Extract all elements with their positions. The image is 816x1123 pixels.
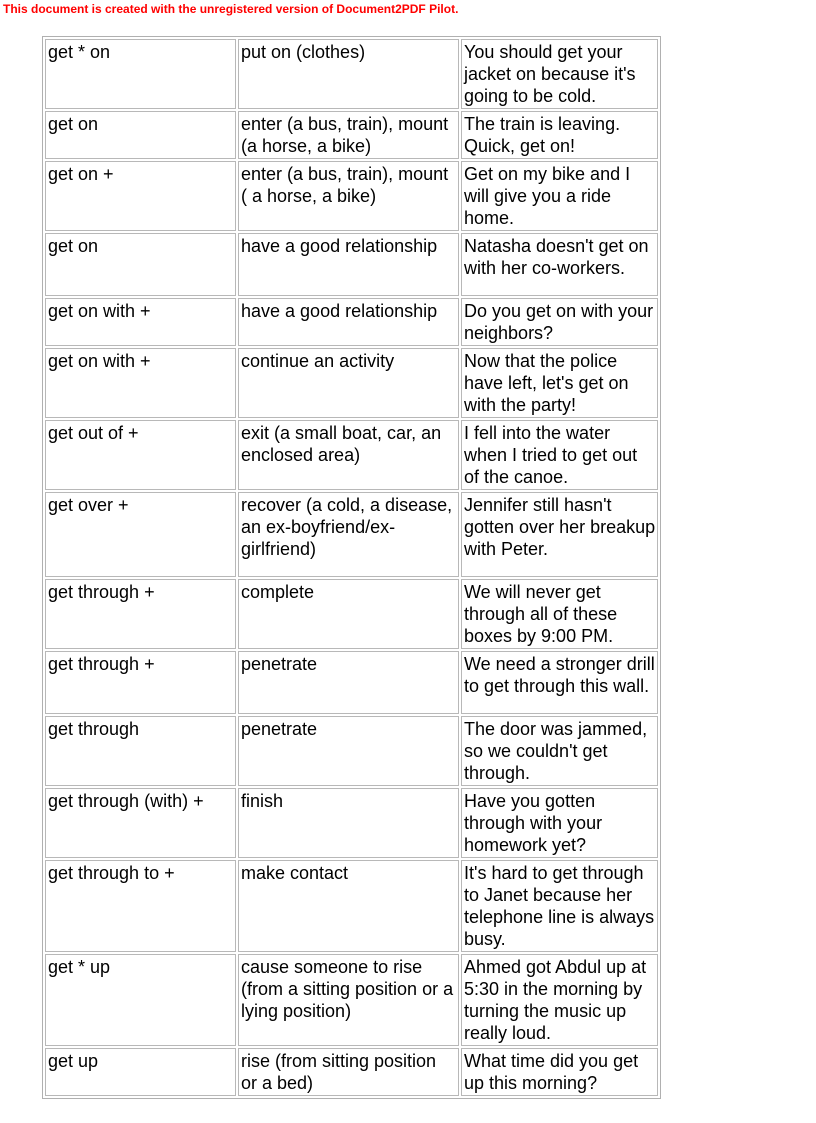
example-cell: We need a stronger drill to get through this wall. [461, 651, 658, 714]
table-row [45, 298, 658, 346]
table-row [45, 492, 658, 577]
table-row [45, 860, 658, 952]
example-cell: I fell into the water when I tried to get out of the canoe. [461, 420, 658, 490]
phrasal-verb-cell: get through (with) + [45, 788, 236, 858]
example-cell: You should get your jacket on because it's going to be cold. [461, 39, 658, 109]
meaning-cell: cause someone to rise (from a sitting position or a lying position) [238, 954, 459, 1046]
example-cell: We will never get through all of these boxes by 9:00 PM. [461, 579, 658, 649]
phrasal-verb-cell: get through + [45, 651, 236, 714]
table-row [45, 788, 658, 858]
table-row [45, 651, 658, 714]
example-cell: It's hard to get through to Janet because her telephone line is always busy. [461, 860, 658, 952]
phrasal-verb-cell: get on with + [45, 298, 236, 346]
example-cell: Ahmed got Abdul up at 5:30 in the morning by turning the music up really loud. [461, 954, 658, 1046]
table-row [45, 954, 658, 1046]
example-cell: Natasha doesn't get on with her co-workers. [461, 233, 658, 296]
unregistered-watermark: This document is created with the unregistered version of Document2PDF Pilot. [3, 2, 459, 16]
table-row [45, 420, 658, 490]
phrasal-verb-cell: get on + [45, 161, 236, 231]
phrasal-verb-cell: get through + [45, 579, 236, 649]
meaning-cell: exit (a small boat, car, an enclosed area) [238, 420, 459, 490]
phrasal-verb-cell: get on [45, 111, 236, 159]
example-cell: The train is leaving. Quick, get on! [461, 111, 658, 159]
example-cell: Now that the police have left, let's get on with the party! [461, 348, 658, 418]
meaning-cell: make contact [238, 860, 459, 952]
meaning-cell: complete [238, 579, 459, 649]
table-row [45, 233, 658, 296]
meaning-cell: penetrate [238, 651, 459, 714]
phrasal-verb-cell: get * on [45, 39, 236, 109]
meaning-cell: enter (a bus, train), mount ( a horse, a bike) [238, 161, 459, 231]
meaning-cell: finish [238, 788, 459, 858]
table-row [45, 579, 658, 649]
table-row [45, 348, 658, 418]
phrasal-verb-cell: get up [45, 1048, 236, 1096]
table-row [45, 39, 658, 109]
table-row [45, 111, 658, 159]
meaning-cell: penetrate [238, 716, 459, 786]
meaning-cell: continue an activity [238, 348, 459, 418]
example-cell: Do you get on with your neighbors? [461, 298, 658, 346]
meaning-cell: have a good relationship [238, 298, 459, 346]
phrasal-verb-cell: get through to + [45, 860, 236, 952]
meaning-cell: recover (a cold, a disease, an ex-boyfriend/ex-girlfriend) [238, 492, 459, 577]
table-row [45, 1048, 658, 1096]
example-cell: What time did you get up this morning? [461, 1048, 658, 1096]
example-cell: Have you gotten through with your homework yet? [461, 788, 658, 858]
phrasal-verb-cell: get through [45, 716, 236, 786]
table-row [45, 161, 658, 231]
example-cell: Jennifer still hasn't gotten over her breakup with Peter. [461, 492, 658, 577]
phrasal-verb-cell: get on [45, 233, 236, 296]
phrasal-verbs-table [42, 36, 661, 1099]
meaning-cell: put on (clothes) [238, 39, 459, 109]
phrasal-verb-cell: get over + [45, 492, 236, 577]
table-row [45, 716, 658, 786]
phrasal-verb-cell: get out of + [45, 420, 236, 490]
example-cell: Get on my bike and I will give you a ride home. [461, 161, 658, 231]
example-cell: The door was jammed, so we couldn't get through. [461, 716, 658, 786]
phrasal-verb-cell: get on with + [45, 348, 236, 418]
meaning-cell: have a good relationship [238, 233, 459, 296]
meaning-cell: enter (a bus, train), mount (a horse, a bike) [238, 111, 459, 159]
meaning-cell: rise (from sitting position or a bed) [238, 1048, 459, 1096]
phrasal-verb-cell: get * up [45, 954, 236, 1046]
